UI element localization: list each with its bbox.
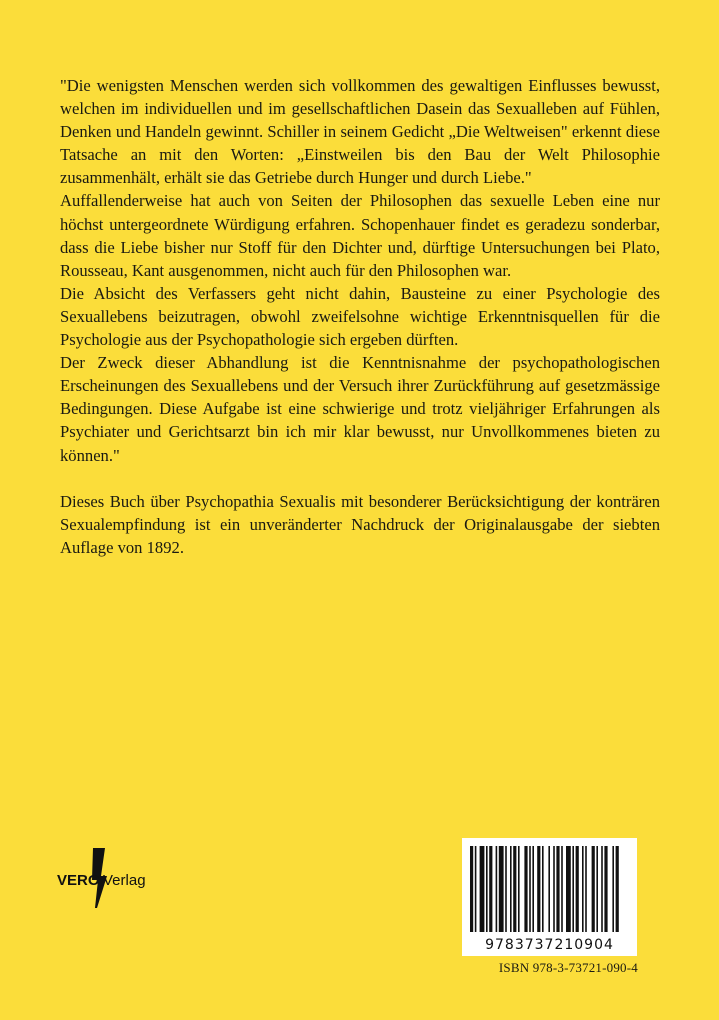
- barcode-bar: [561, 846, 563, 932]
- barcode-digits: 9783737210904: [485, 937, 614, 953]
- barcode-bar: [553, 846, 555, 932]
- barcode-bar: [518, 846, 520, 932]
- barcode-bar: [510, 846, 512, 932]
- logo-verlag-text: Verlag: [103, 872, 146, 889]
- barcode-bar: [601, 846, 603, 932]
- blurb-text: [60, 74, 660, 559]
- barcode-bar: [513, 846, 516, 932]
- logo-vero-text: VERO: [57, 872, 100, 889]
- publisher-logo: [57, 848, 147, 908]
- barcode-bar: [612, 846, 614, 932]
- barcode-bar: [524, 846, 527, 932]
- barcode: [462, 838, 637, 956]
- quote-paragraph-2: Auffallenderweise hat auch von Seiten der Philosophen das sexuelle Leben eine nur höchst untergeordnete Würdigung erfahren. Schopenhauer findet es geradezu sonderbar, dass die Liebe bisher nur Stoff für den Dichter und, dürftige Untersuchungen bei Plato, Rousseau, Kant ausgenommen, nicht auch für den Philosophen war.: [60, 191, 660, 280]
- barcode-bar: [596, 846, 598, 932]
- isbn-label: ISBN 978-3-73721-090-4: [498, 960, 638, 975]
- barcode-bar: [489, 846, 492, 932]
- barcode-bar: [585, 846, 587, 932]
- quote-paragraph-3: Die Absicht des Verfassers geht nicht dahin, Bausteine zu einer Psychologie des Sexuallebens beizutragen, obwohl zweifelsohne wichtige Erkenntnisquellen für die Psychologie aus der Psychopathologie sich ergeben dürften.: [60, 283, 660, 350]
- barcode-bar: [505, 846, 507, 932]
- barcode-bar: [604, 846, 607, 932]
- vero-verlag-logo-icon: [57, 848, 147, 908]
- barcode-bar: [537, 846, 540, 932]
- barcode-bar: [475, 846, 477, 932]
- barcode-bar: [566, 846, 571, 932]
- barcode-bar: [616, 846, 619, 932]
- barcode-bar: [576, 846, 579, 932]
- barcode-bar: [572, 846, 574, 932]
- barcode-bars-icon: [462, 838, 637, 933]
- barcode-bar: [592, 846, 595, 932]
- barcode-bar: [529, 846, 531, 932]
- barcode-bar: [470, 846, 473, 932]
- barcode-bar: [582, 846, 584, 932]
- quote-paragraph-1: "Die wenigsten Menschen werden sich vollkommen des gewaltigen Einflusses bewusst, welchen im individuellen und im gesellschaftlichen Dasein das Sexualleben auf Fühlen, Denken und Handeln gewinnt. Schiller in seinem Gedicht „Die Weltweisen" erkennt diese Tatsache an mit den Worten: „Einstweilen bis den Bau der Welt Philosophie zusammenhält, erhält sie das Getriebe durch Hunger und durch Liebe.": [60, 76, 660, 188]
- barcode-bar: [480, 846, 485, 932]
- quote-paragraph-4: Der Zweck dieser Abhandlung ist die Kenntnisnahme der psychopathologischen Erscheinungen des Sexuallebens und der Versuch ihrer Zurückführung auf gesetzmässige Bedingungen. Diese Aufgabe ist eine schwierige und trotz vieljähriger Erfahrungen als Psychiater und Gerichtsarzt bin ich mir klar bewusst, nur Unvollkommenes bieten zu können.": [60, 353, 660, 465]
- barcode-bar: [556, 846, 559, 932]
- barcode-bar: [532, 846, 534, 932]
- barcode-bar: [548, 846, 550, 932]
- barcode-bar: [542, 846, 544, 932]
- barcode-bar: [496, 846, 498, 932]
- book-description: Dieses Buch über Psychopathia Sexualis mit besonderer Berücksichtigung der konträren Sexualempfindung ist ein unveränderter Nachdruck der Originalausgabe der siebten Auflage von 1892.: [60, 491, 660, 557]
- barcode-bar: [486, 846, 488, 932]
- barcode-bar: [499, 846, 504, 932]
